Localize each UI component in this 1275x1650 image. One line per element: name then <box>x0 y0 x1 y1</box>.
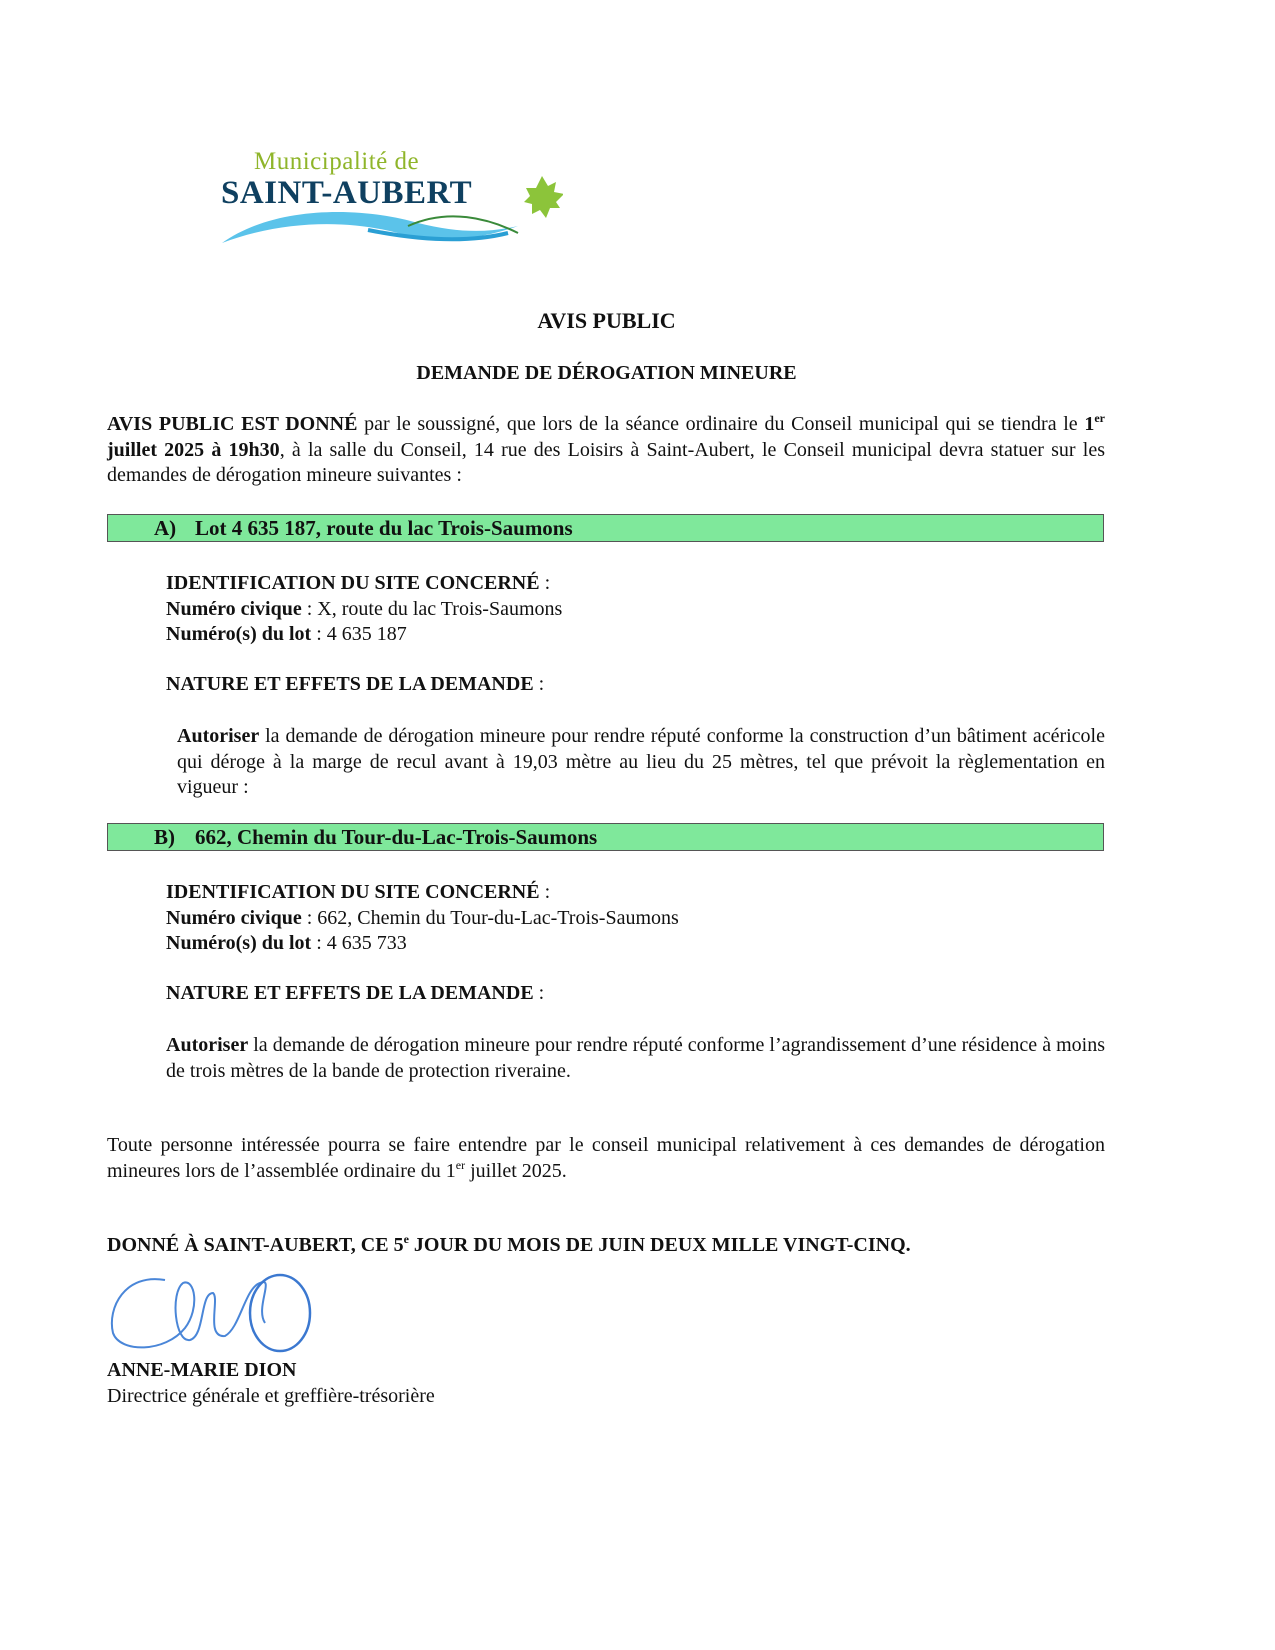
section-a-nature <box>166 672 544 698</box>
nature-label: NATURE ET EFFETS DE LA DEMANDE <box>166 673 534 695</box>
intro-paragraph <box>107 412 1105 489</box>
civic-value: : X, route du lac Trois-Saumons <box>301 597 563 620</box>
intro-bold: AVIS PUBLIC EST DONNÉ <box>107 413 358 435</box>
lot-value: : 4 635 733 <box>311 932 407 954</box>
section-a-request <box>177 724 1105 801</box>
lot-label: Numéro(s) du lot <box>166 932 312 954</box>
lot-value: : 4 635 187 <box>311 623 407 645</box>
nature-label: NATURE ET EFFETS DE LA DEMANDE <box>166 982 534 1004</box>
intro-text: par le soussigné, que lors de la séance ordinaire du Conseil municipal qui se tiendra le <box>357 413 1085 435</box>
section-b-request <box>166 1033 1105 1084</box>
date-day: 1 <box>1084 413 1095 435</box>
logo-line2: SAINT-AUBERT <box>221 175 473 211</box>
municipal-logo <box>218 148 563 253</box>
section-letter: A) <box>154 516 177 540</box>
date-time: juillet 2025 à 19h30 <box>107 438 280 461</box>
given-text: DONNÉ À SAINT-AUBERT, CE 5 <box>107 1234 404 1256</box>
section-letter: B) <box>154 825 175 849</box>
section-a-identification <box>166 571 562 648</box>
logo-waves-icon <box>218 148 563 253</box>
civic-label: Numéro civique <box>166 597 302 620</box>
closing-paragraph <box>107 1133 1105 1184</box>
section-a-header <box>107 514 1104 542</box>
handwritten-signature-icon <box>105 1268 320 1358</box>
colon: : <box>533 673 545 695</box>
logo-line1: Municipalité de <box>254 148 420 175</box>
signatory-role: Directrice générale et greffière-trésorière <box>107 1384 435 1407</box>
section-heading: 662, Chemin du Tour-du-Lac-Trois-Saumons <box>195 825 598 849</box>
authorize-text: la demande de dérogation mineure pour rendre réputé conforme l’agrandissement d’une résidence à moins de trois mètres de la bande de protection riveraine. <box>166 1034 1105 1082</box>
section-heading: Lot 4 635 187, route du lac Trois-Saumons <box>195 516 573 540</box>
id-label: IDENTIFICATION DU SITE CONCERNÉ <box>166 572 540 594</box>
given-statement <box>107 1233 911 1259</box>
closing-text: Toute personne intéressée pourra se faire entendre par le conseil municipal relativement à ces demandes de dérogation mineures lors de l’assemblée ordinaire du 1 <box>107 1134 1105 1182</box>
given-text-2: JOUR DU MOIS DE JUIN DEUX MILLE VINGT-CINQ. <box>408 1234 911 1256</box>
given-sup: e <box>403 1232 409 1246</box>
authorize-text: la demande de dérogation mineure pour rendre réputé conforme la construction d’un bâtiment acéricole qui déroge à la marge de recul avant à 19,03 mètre au lieu du 25 mètres, tel que prévoit la règlementation en vigueur : <box>177 725 1105 798</box>
civic-label: Numéro civique <box>166 906 302 929</box>
authorize-bold: Autoriser <box>166 1034 249 1056</box>
date-sup: er <box>1094 411 1105 425</box>
colon: : <box>533 982 545 1004</box>
intro-text-2: , à la salle du Conseil, 14 rue des Loisirs à Saint-Aubert, le Conseil municipal devra statuer sur les demandes de dérogation mineure suivantes : <box>107 438 1105 486</box>
page-subtitle: DEMANDE DE DÉROGATION MINEURE <box>416 362 797 384</box>
page-title: AVIS PUBLIC <box>537 308 676 333</box>
section-b-header <box>107 823 1104 851</box>
colon: : <box>539 572 551 594</box>
authorize-bold: Autoriser <box>177 725 260 747</box>
section-b-identification <box>166 880 679 957</box>
colon: : <box>539 881 551 903</box>
civic-value: : 662, Chemin du Tour-du-Lac-Trois-Saumons <box>301 906 679 929</box>
signatory <box>107 1358 435 1409</box>
section-b-nature <box>166 981 544 1007</box>
closing-sup: er <box>455 1157 466 1172</box>
signatory-name: ANNE-MARIE DION <box>107 1359 297 1381</box>
closing-text-2: juillet 2025. <box>465 1159 567 1182</box>
id-label: IDENTIFICATION DU SITE CONCERNÉ <box>166 881 540 903</box>
lot-label: Numéro(s) du lot <box>166 623 312 645</box>
